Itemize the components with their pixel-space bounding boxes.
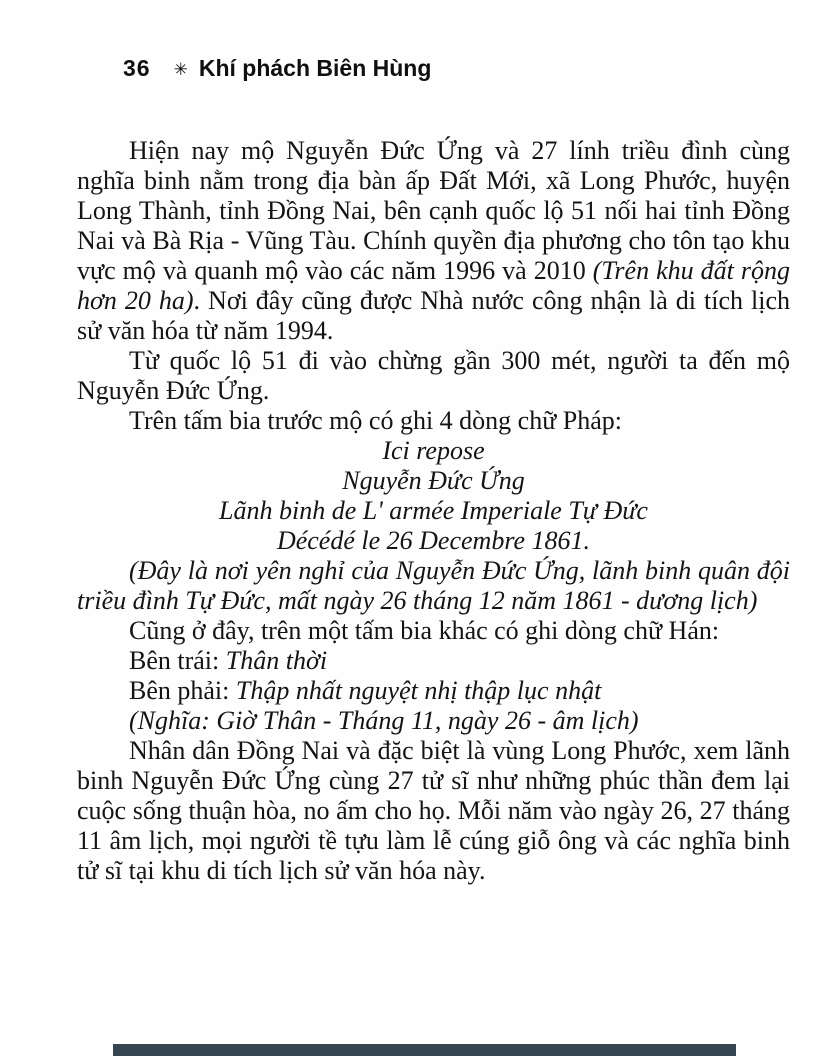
page-number: 36 [123,55,151,81]
text-run: Hiện nay mộ Nguyễn Đức Ứng và 27 lính triều đình cùng nghĩa binh nằm trong địa bàn ấp Đất Mới, xã Long Phước, huyện Long Thành, tỉnh Đồng Nai, bên cạnh quốc lộ 51 nối hai tỉnh Đồng Nai và Bà Rịa - Vũng Tàu. Chính quyền địa phương cho tôn tạo khu vực mộ và quanh mộ vào các năm 1996 và 2010 [77,136,790,285]
text-run: Ici repose [382,436,485,465]
text-run: Bên phải: [129,676,236,705]
text-run: Cũng ở đây, trên một tấm bia khác có ghi dòng chữ Hán: [129,616,720,645]
paragraph [77,556,790,616]
paragraph [77,736,790,886]
text-run: Décédé le 26 Decembre 1861. [276,526,591,555]
page-header [123,55,431,82]
text-run: Nhân dân Đồng Nai và đặc biệt là vùng Long Phước, xem lãnh binh Nguyễn Đức Ứng cùng 27 tử sĩ như những phúc thần đem lại cuộc sống thuận hòa, no ấm cho họ. Mỗi năm vào ngày 26, 27 tháng 11 âm lịch, mọi người tề tựu làm lễ cúng giỗ ông và các nghĩa binh tử sĩ tại khu di tích lịch sử văn hóa này. [77,736,790,885]
text-run: Bên trái: [129,646,226,675]
epitaph-line [77,526,790,556]
epitaph-line [77,466,790,496]
text-run: Từ quốc lộ 51 đi vào chừng gần 300 mét, người ta đến mộ Nguyễn Đức Ứng. [77,346,790,405]
asterisk-ornament-icon: ✳ [173,59,188,79]
paragraph [77,616,790,646]
page-body-text [77,136,790,886]
text-run: (Đây là nơi yên nghỉ của Nguyễn Đức Ứng, lãnh binh quân đội triều đình Tự Đức, mất ngày 26 tháng 12 năm 1861 - dương lịch) [77,556,790,615]
paragraph [77,676,790,706]
text-run: (Nghĩa: Giờ Thân - Tháng 11, ngày 26 - âm lịch) [129,706,639,735]
text-run: Lãnh binh de L' armée Imperiale Tự Đức [219,496,648,525]
text-run: (Trên khu đất rộng hơn 20 ha) [77,256,790,315]
paragraph [77,406,790,436]
paragraph [77,136,790,346]
running-book-title: Khí phách Biên Hùng [198,55,432,81]
text-run: Trên tấm bia trước mộ có ghi 4 dòng chữ Pháp: [129,406,623,435]
paragraph [77,706,790,736]
epitaph-line [77,496,790,526]
page-bottom-scan-bar [113,1044,736,1056]
paragraph [77,346,790,406]
epitaph-line [77,436,790,466]
text-run: Thân thời [225,646,328,675]
paragraph [77,646,790,676]
text-run: Thập nhất nguyệt nhị thập lục nhật [235,676,602,705]
text-run: . Nơi đây cũng được Nhà nước công nhận là di tích lịch sử văn hóa từ năm 1994. [77,286,790,345]
text-run: Nguyễn Đức Ứng [342,466,525,495]
